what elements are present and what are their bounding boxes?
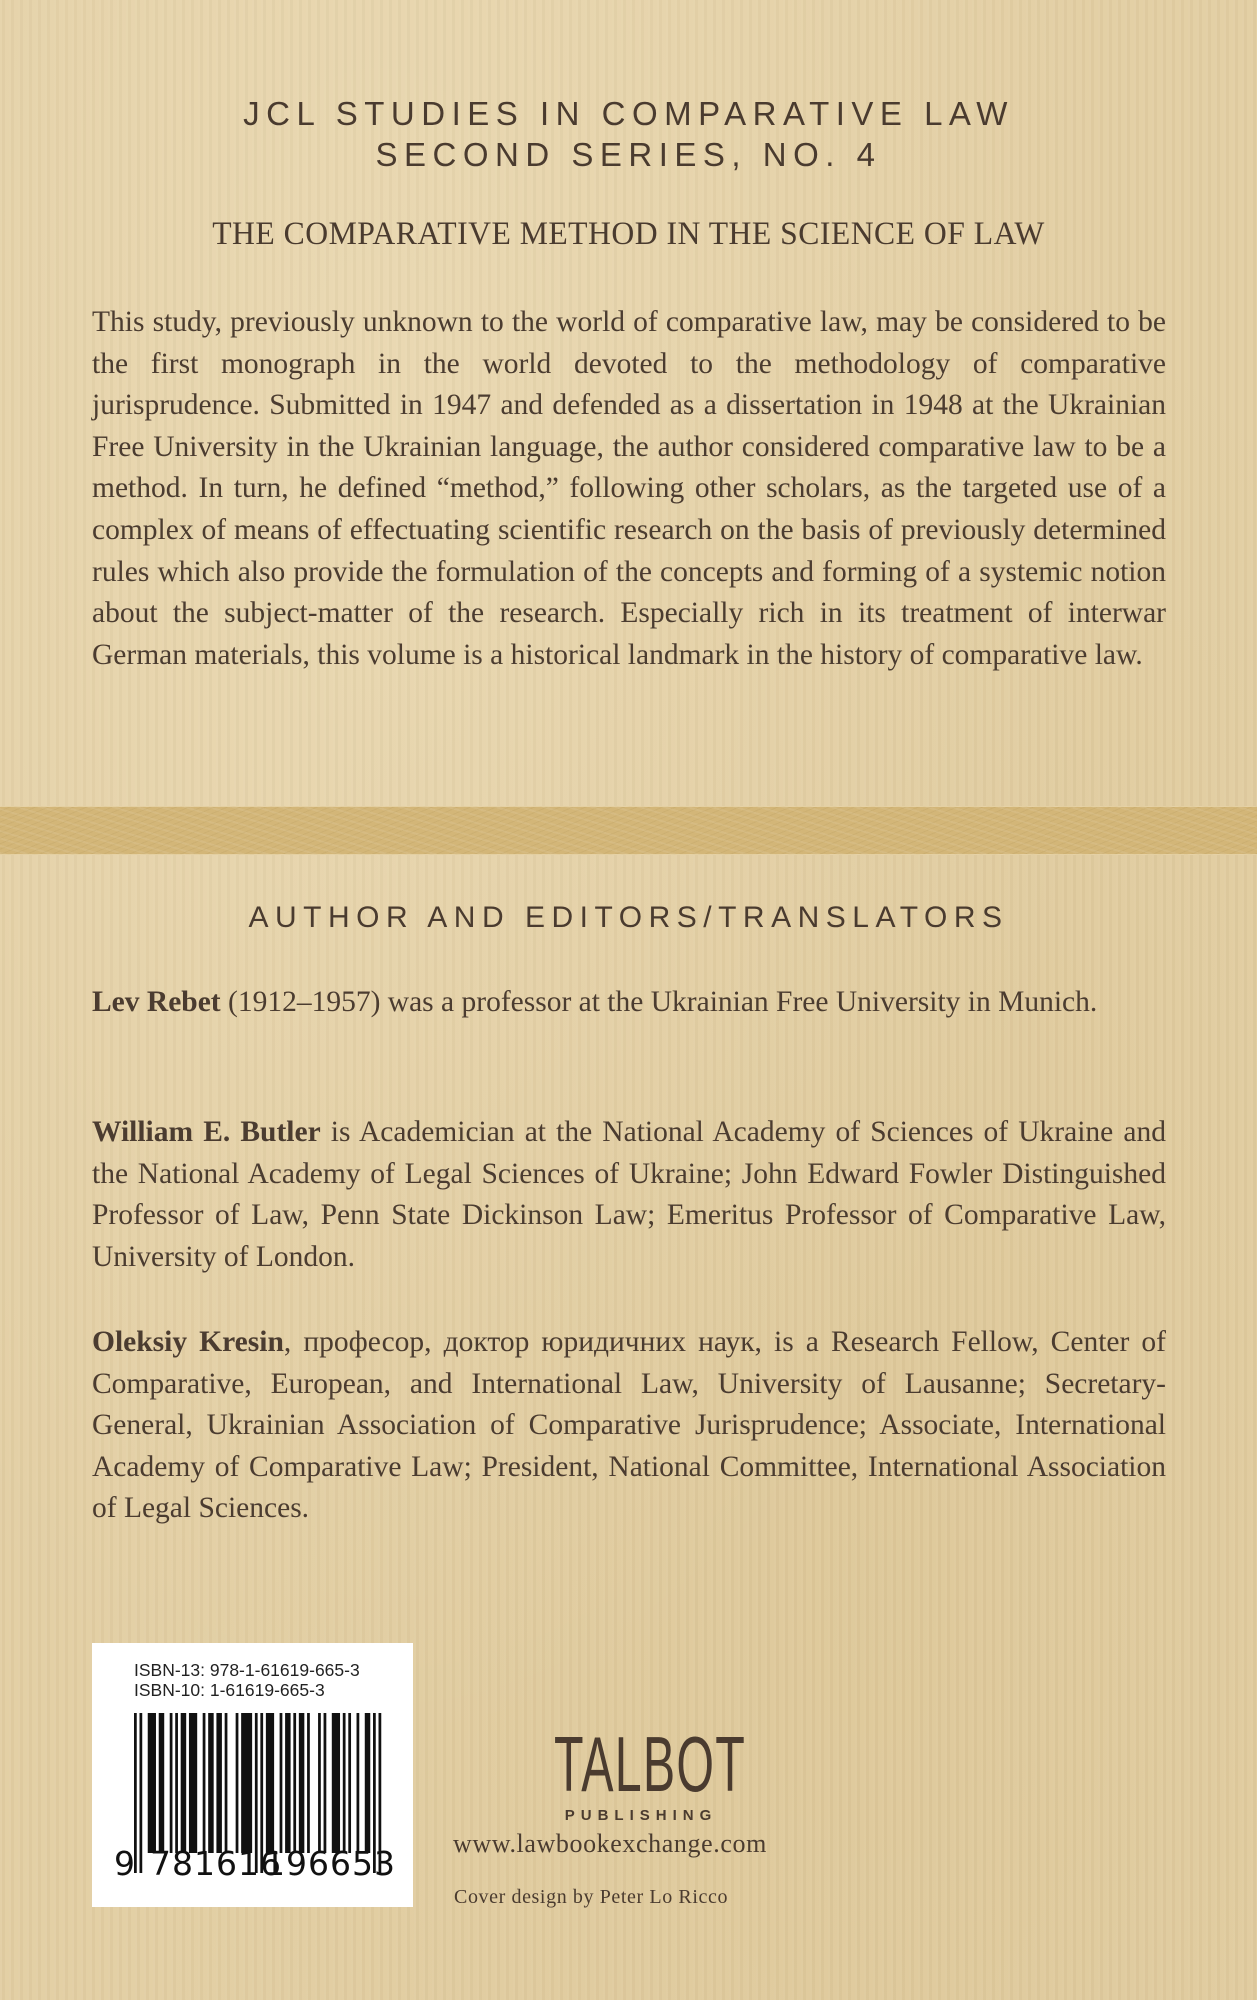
barcode-bar [148,1713,156,1853]
barcode-bar [285,1713,290,1853]
contributors-heading: AUTHOR AND EDITORS/TRANSLATORS [248,901,1009,934]
book-description: This study, previously unknown to the world of comparative law, may be considered to be the first monograph in the world devoted to the methodology of comparative jurisprudence. Submitted in 1947 and defended as a dissertation in 1948 at the Ukrainian Free University in the Ukrainian language, the author considered comparative law to be a method. In turn, he defined “method,” following other scholars, as the targeted use of a complex of means of effectuating scientific research on the basis of previously determined rules which also provide the formulation of the concepts and forming of a systemic notion about the subject-matter of the research. Especially rich in its treatment of interwar German materials, this volume is a historical landmark in the history of comparative law. [92,306,1166,671]
barcode-bar [299,1713,304,1853]
barcode-bar [181,1713,186,1853]
barcode-bar [236,1713,239,1853]
isbn10-label: ISBN-10: 1-61619-665-3 [134,1680,325,1700]
barcode-bar [324,1713,327,1853]
barcode-digit-prefix: 9 [114,1844,135,1883]
cover-design-credit: Cover design by Peter Lo Ricco [454,1886,729,1908]
barcode-bar [318,1713,321,1853]
barcode-bar [343,1713,346,1853]
barcode-bar [307,1713,310,1853]
bio-name: Oleksiy Kresin [92,1326,284,1358]
publisher-website[interactable]: www.lawbookexchange.com [453,1829,767,1858]
barcode-bar [365,1713,370,1853]
barcode-bar [266,1713,274,1853]
divider-band [0,806,1257,855]
barcode-digits-right: 196653 [264,1844,396,1883]
publisher-logo: TALBOT [554,1720,746,1808]
barcode-bar [203,1713,206,1853]
barcode-digits-left: 781616 [150,1844,282,1883]
bio-text: is Academician at the National Academy of Sciences of Ukraine and the National Academy of Legal Sciences of Ukraine; John Edward Fowler Distinguished Professor of Law, Penn State Dickinson Law; Emeritus Professor of Comparative Law, University of London. [92,1116,1166,1273]
barcode-bar [280,1713,283,1853]
series-title: JCL STUDIES IN COMPARATIVE LAW [243,95,1014,132]
barcode-bar [159,1713,164,1853]
barcode-bar [175,1713,178,1853]
bio-text: (1912–1957) was a professor at the Ukrainian Free University in Munich. [220,986,1098,1018]
bio-oleksiy-kresin [92,1322,1166,1530]
barcode-bar [225,1713,228,1853]
barcode-bar [170,1713,173,1853]
bio-lev-rebet [92,982,1166,1024]
isbn-barcode-box [92,1643,413,1907]
publisher-logo-subtitle: PUBLISHING [564,1807,718,1824]
barcode-bar [189,1713,197,1853]
bio-text: , професор, доктор юридичних наук, is a Research Fellow, Center of Comparative, European, and International Law, University of Lausanne; Secretary-General, Ukrainian Association of Comparative Jurisprudence; Associate, International Academy of Comparative Law; President, National Committee, International Association of Legal Sciences. [92,1326,1166,1525]
series-number: SECOND SERIES, NO. 4 [375,136,882,173]
barcode-bar [208,1713,213,1853]
barcode-bar [357,1713,360,1853]
barcode-bar [241,1713,252,1853]
barcode-bar [216,1713,221,1853]
bio-name: Lev Rebet [92,986,221,1018]
bio-william-butler [92,1112,1166,1278]
barcode-bar [348,1713,351,1853]
barcode-bar [293,1713,296,1853]
book-title: THE COMPARATIVE METHOD IN THE SCIENCE OF LAW [212,216,1045,252]
isbn13-label: ISBN-13: 978-1-61619-665-3 [134,1660,360,1680]
barcode-bar [139,1713,142,1873]
bio-name: William E. Butler [92,1116,321,1148]
barcode-bar [332,1713,340,1853]
